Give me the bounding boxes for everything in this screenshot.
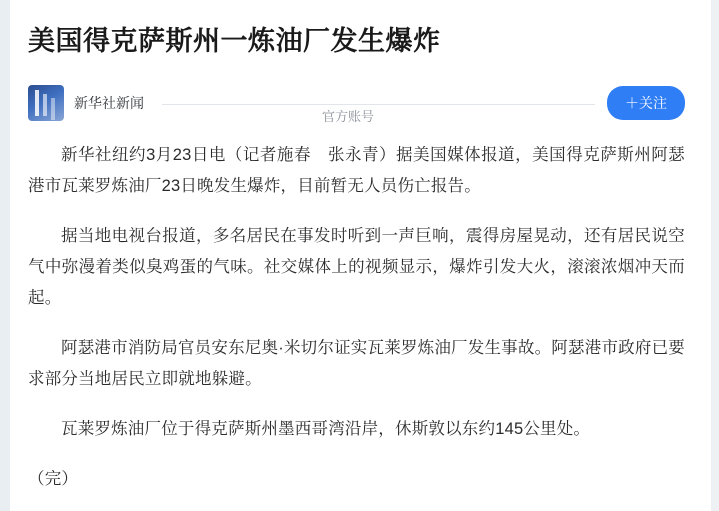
article-meta-row: [28, 80, 685, 126]
article-paragraph: 瓦莱罗炼油厂位于得克萨斯州墨西哥湾沿岸，休斯敦以东约145公里处。: [61, 420, 591, 438]
official-account-badge: 官方账号: [318, 106, 378, 125]
page-title: 美国得克萨斯州一炼油厂发生爆炸: [28, 26, 441, 56]
source-name: 新华社新闻: [74, 95, 144, 111]
article-paragraph: 据当地电视台报道，多名居民在事发时听到一声巨响，震得房屋晃动，还有居民说空气中弥漫着类似臭鸡蛋的气味。社交媒体上的视频显示，爆炸引发大火，滚滚浓烟冲天而起。: [28, 227, 685, 307]
avatar[interactable]: [28, 85, 64, 121]
follow-button[interactable]: ＋关注: [607, 86, 685, 120]
article-body: [28, 140, 685, 495]
meta-divider: [162, 104, 595, 105]
article-paragraph: 新华社纽约3月23日电（记者施春 张永青）据美国媒体报道，美国得克萨斯州阿瑟港市瓦莱罗炼油厂23日晚发生爆炸，目前暂无人员伤亡报告。: [28, 146, 685, 195]
article-end-mark: （完）: [28, 470, 79, 488]
article-paragraph: 阿瑟港市消防局官员安东尼奥·米切尔证实瓦莱罗炼油厂发生事故。阿瑟港市政府已要求部分当地居民立即就地躲避。: [28, 339, 685, 388]
